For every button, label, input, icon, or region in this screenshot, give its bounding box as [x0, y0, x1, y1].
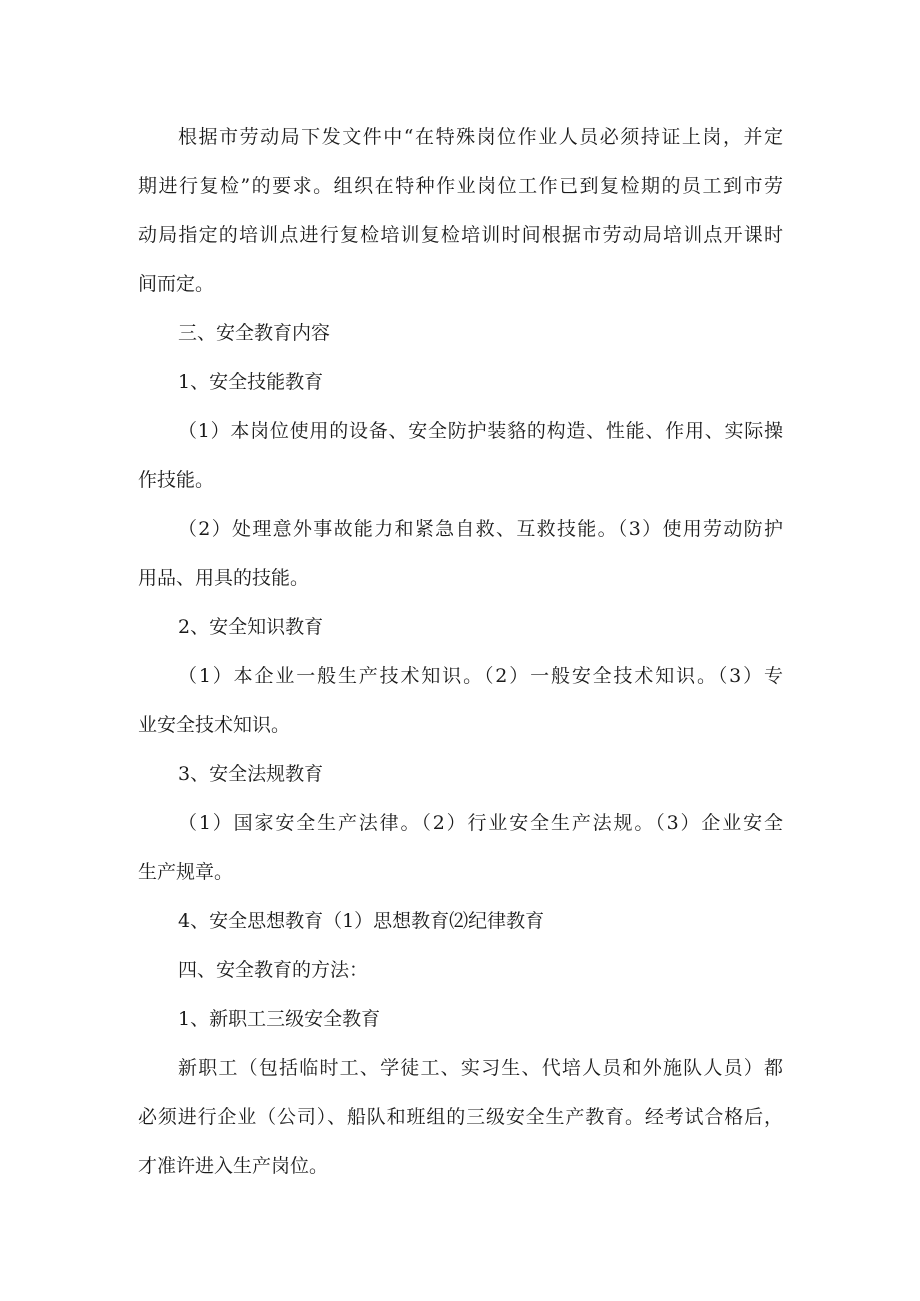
subsection-heading: 4、安全思想教育（1）思想教育⑵纪律教育 — [178, 910, 545, 932]
paragraph-line: 期进行复检”的要求。组织在特种作业岗位工作已到复检期的员工到市劳 — [138, 175, 783, 197]
paragraph-line: （2）处理意外事故能力和紧急自救、互救技能。（3）使用劳动防护 — [178, 518, 783, 540]
paragraph-line: 必须进行企业（公司）、船队和班组的三级安全生产教育。经考试合格后， — [138, 1106, 783, 1128]
paragraph-line: 间而定。 — [138, 273, 215, 295]
subsection-heading: 1、新职工三级安全教育 — [178, 1008, 381, 1030]
subsection-heading: 2、安全知识教育 — [178, 616, 324, 638]
paragraph-line: （1）本岗位使用的设备、安全防护装貉的构造、性能、作用、实际操 — [178, 420, 783, 442]
paragraph-line: 用品、用具的技能。 — [138, 567, 310, 589]
paragraph-line: 作技能。 — [138, 469, 215, 491]
paragraph-line: 动局指定的培训点进行复检培训复检培训时间根据市劳动局培训点开课时 — [138, 224, 783, 246]
paragraph-line: 业安全技术知识。 — [138, 714, 291, 736]
subsection-heading: 1、安全技能教育 — [178, 371, 324, 393]
section-heading: 四、安全教育的方法： — [178, 959, 369, 981]
paragraph-line: 生产规章。 — [138, 861, 234, 883]
paragraph-line: 才准许进入生产岗位。 — [138, 1155, 329, 1177]
subsection-heading: 3、安全法规教育 — [178, 763, 324, 785]
paragraph-line: 新职工（包括临时工、学徒工、实习生、代培人员和外施队人员）都 — [178, 1057, 783, 1079]
paragraph-line: （1）国家安全生产法律。（2）行业安全生产法规。（3）企业安全 — [178, 812, 783, 834]
paragraph-line: （1）本企业一般生产技术知识。（2）一般安全技术知识。（3）专 — [178, 665, 783, 687]
section-heading: 三、安全教育内容 — [178, 322, 331, 344]
paragraph-line: 根据市劳动局下发文件中“在特殊岗位作业人员必须持证上岗，并定 — [178, 126, 783, 148]
